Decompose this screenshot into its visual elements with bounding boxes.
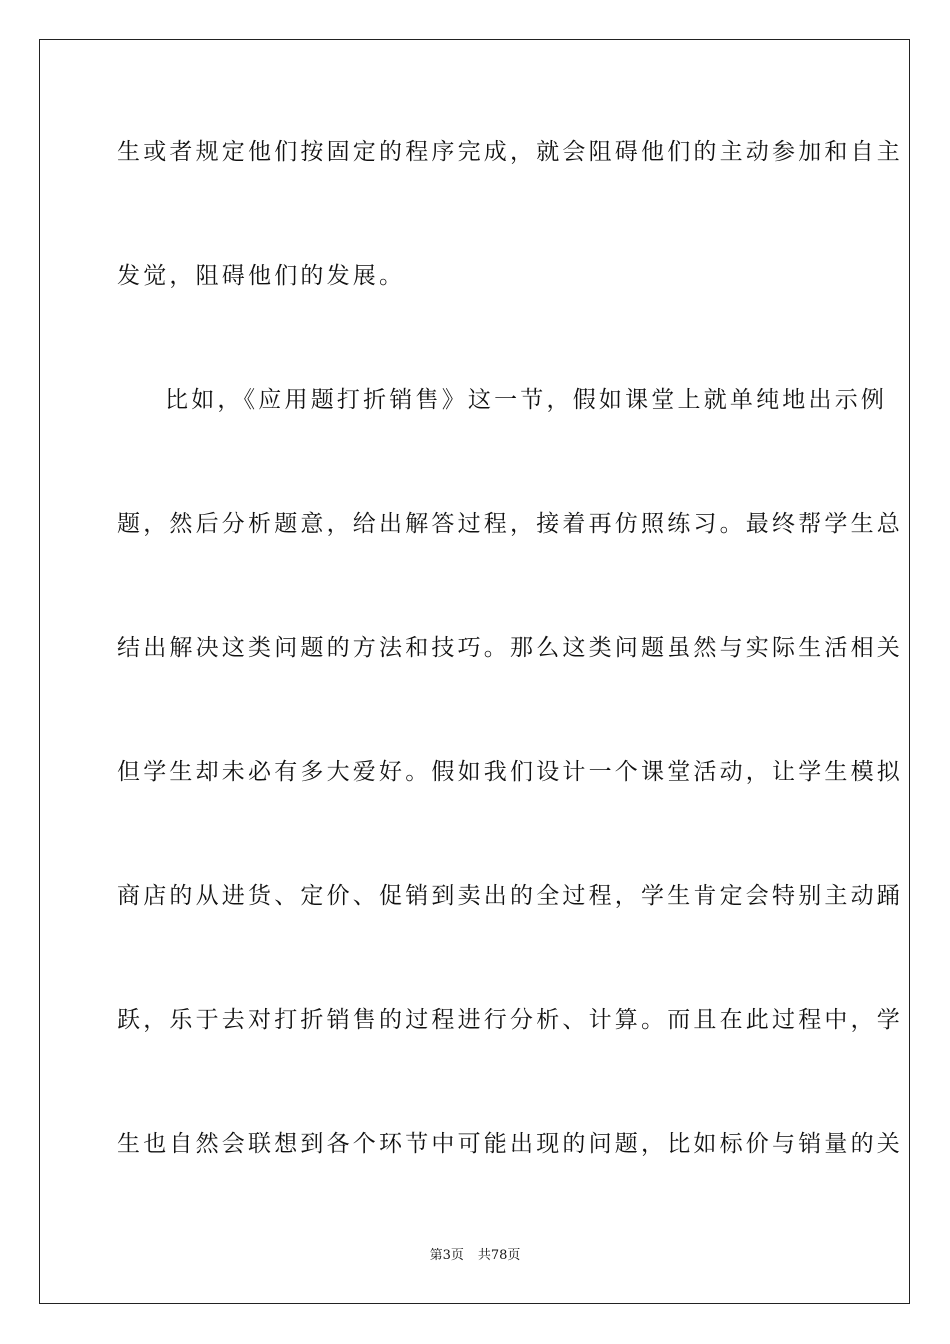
body-text-line: 发觉，阻碍他们的发展。 bbox=[117, 263, 406, 289]
body-text-line: 但学生却未必有多大爱好。假如我们设计一个课堂活动，让学生模拟 bbox=[117, 759, 903, 785]
body-text-line: 商店的从进货、定价、促销到卖出的全过程，学生肯定会特别主动踊 bbox=[117, 883, 903, 909]
total-pages: 共78页 bbox=[477, 1248, 521, 1263]
body-text-line: 题，然后分析题意，给出解答过程，接着再仿照练习。最终帮学生总 bbox=[117, 511, 903, 537]
body-text-line: 结出解决这类问题的方法和技巧。那么这类问题虽然与实际生活相关 bbox=[117, 635, 903, 661]
body-text-line: 生或者规定他们按固定的程序完成，就会阻碍他们的主动参加和自主 bbox=[117, 139, 903, 165]
body-text-line: 跃，乐于去对打折销售的过程进行分析、计算。而且在此过程中，学 bbox=[117, 1007, 903, 1033]
page-footer bbox=[0, 1247, 950, 1265]
page-border bbox=[39, 39, 910, 1304]
body-text-line: 生也自然会联想到各个环节中可能出现的问题，比如标价与销量的关 bbox=[117, 1131, 903, 1157]
page-number: 第3页 bbox=[429, 1248, 464, 1263]
body-text-line-indented: 比如，《应用题打折销售》这一节，假如课堂上就单纯地出示例 bbox=[165, 387, 888, 413]
